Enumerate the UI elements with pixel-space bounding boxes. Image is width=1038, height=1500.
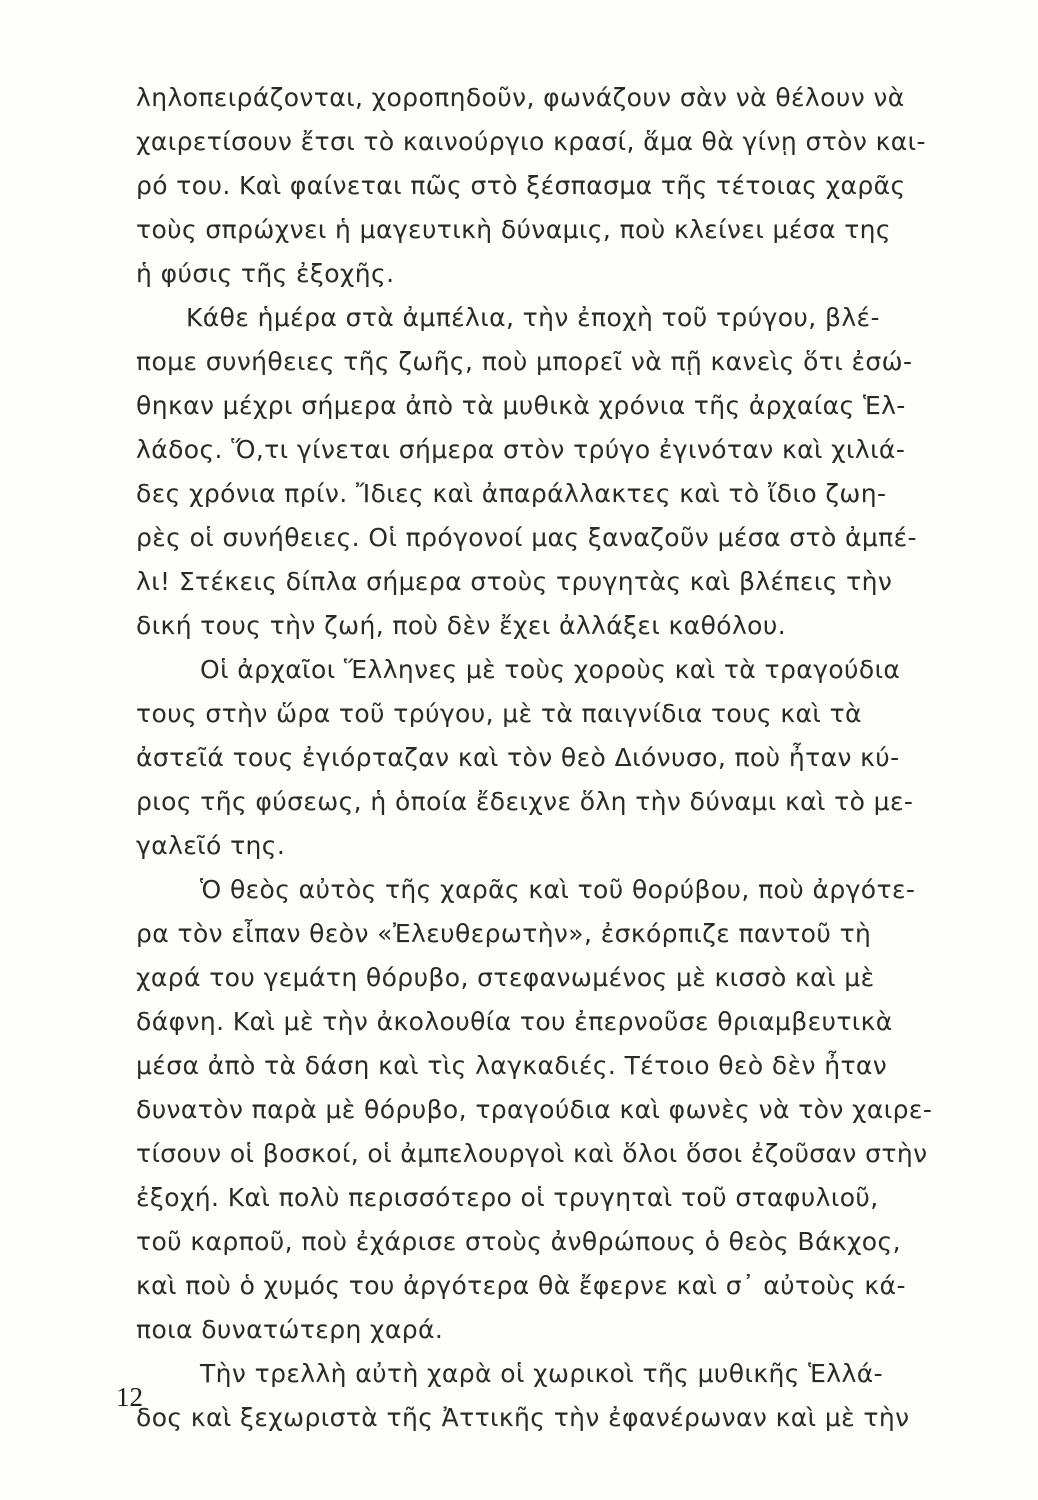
text-line: τους στὴν ὥρα τοῦ τρύγου, μὲ τὰ παιγνίδια τους καὶ τὰ [136, 699, 862, 728]
text-line: ληλοπειράζονται, χοροπηδοῦν, φωνάζουν σὰν νὰ θέλουν νὰ [136, 83, 905, 112]
text-line: χαρά του γεμάτη θόρυβο, στεφανωμένος μὲ κισσὸ καὶ μὲ [136, 963, 875, 992]
text-line: δάφνη. Καὶ μὲ τὴν ἀκολουθία του ἐπερνοῦσε θριαμβευτικὰ [136, 1007, 893, 1036]
page-number: 12 [116, 1382, 143, 1412]
text-line: δες χρόνια πρίν. Ἴδιες καὶ ἀπαράλλακτες καὶ τὸ ἴδιο ζωη- [136, 479, 887, 508]
text-line: λι! Στέκεις δίπλα σήμερα στοὺς τρυγητὰς καὶ βλέπεις τὴν [136, 567, 893, 596]
paragraph-first-line: Τὴν τρελλὴ αὐτὴ χαρὰ οἱ χωρικοὶ τῆς μυθικῆς Ἑλλά- [200, 1359, 883, 1388]
text-line: γαλεῖό της. [136, 831, 286, 860]
text-line: τοῦ καρποῦ, ποὺ ἐχάρισε στοὺς ἀνθρώπους ὁ θεὸς Βάκχος, [136, 1227, 901, 1256]
text-line: ἡ φύσις τῆς ἐξοχῆς. [136, 259, 395, 288]
text-line: ρα τὸν εἶπαν θεὸν «Ἐλευθερωτὴν», ἐσκόρπιζε παντοῦ τὴ [136, 919, 872, 948]
paragraph-first-line: Οἱ ἀρχαῖοι Ἕλληνες μὲ τοὺς χοροὺς καὶ τὰ τραγούδια [200, 655, 901, 684]
text-line: ρό του. Καὶ φαίνεται πῶς στὸ ξέσπασμα τῆς τέτοιας χαρᾶς [136, 171, 906, 200]
text-line: ρὲς οἱ συνήθειες. Οἱ πρόγονοί μας ξαναζοῦν μέσα στὸ ἀμπέ- [136, 523, 917, 552]
text-line: λάδος. Ὅ,τι γίνεται σήμερα στὸν τρύγο ἐγινόταν καὶ χιλιά- [136, 435, 906, 464]
text-line: τίσουν οἱ βοσκοί, οἱ ἀμπελουργοὶ καὶ ὅλοι ὅσοι ἐζοῦσαν στὴν [136, 1139, 928, 1168]
text-line: μέσα ἀπὸ τὰ δάση καὶ τὶς λαγκαδιές. Τέτοιο θεὸ δὲν ἦταν [136, 1051, 888, 1080]
text-line: ἀστεῖά τους ἐγιόρταζαν καὶ τὸν θεὸ Διόνυσο, ποὺ ἦταν κύ- [136, 743, 900, 772]
text-line: τοὺς σπρώχνει ἡ μαγευτικὴ δύναμις, ποὺ κλείνει μέσα της [136, 215, 891, 244]
text-line: χαιρετίσουν ἔτσι τὸ καινούργιο κρασί, ἅμα θὰ γίνῃ στὸν και- [136, 127, 926, 156]
text-line: δική τους τὴν ζωή, ποὺ δὲν ἔχει ἀλλάξει καθόλου. [136, 611, 787, 640]
text-line: ἐξοχή. Καὶ πολὺ περισσότερο οἱ τρυγηταὶ τοῦ σταφυλιοῦ, [136, 1183, 879, 1212]
text-line: πομε συνήθειες τῆς ζωῆς, ποὺ μπορεῖ νὰ πῇ κανεὶς ὅτι ἐσώ- [136, 347, 913, 376]
text-line: ριος τῆς φύσεως, ἡ ὁποία ἔδειχνε ὅλη τὴν δύναμι καὶ τὸ με- [136, 787, 914, 816]
text-line: καὶ ποὺ ὁ χυμός του ἀργότερα θὰ ἔφερνε καὶ σ᾽ αὐτοὺς κά- [136, 1271, 906, 1300]
text-line: ποια δυνατώτερη χαρά. [136, 1315, 444, 1344]
text-line: θηκαν μέχρι σήμερα ἀπὸ τὰ μυθικὰ χρόνια τῆς ἀρχαίας Ἑλ- [136, 391, 906, 420]
text-line: δυνατὸν παρὰ μὲ θόρυβο, τραγούδια καὶ φωνὲς νὰ τὸν χαιρε- [136, 1095, 933, 1124]
paragraph-first-line: Ὁ θεὸς αὐτὸς τῆς χαρᾶς καὶ τοῦ θορύβου, ποὺ ἀργότε- [200, 875, 916, 904]
text-line: δος καὶ ξεχωριστὰ τῆς Ἀττικῆς τὴν ἐφανέρωναν καὶ μὲ τὴν [136, 1403, 910, 1432]
paragraph-first-line: Κάθε ἡμέρα στὰ ἀμπέλια, τὴν ἐποχὴ τοῦ τρύγου, βλέ- [186, 303, 880, 332]
